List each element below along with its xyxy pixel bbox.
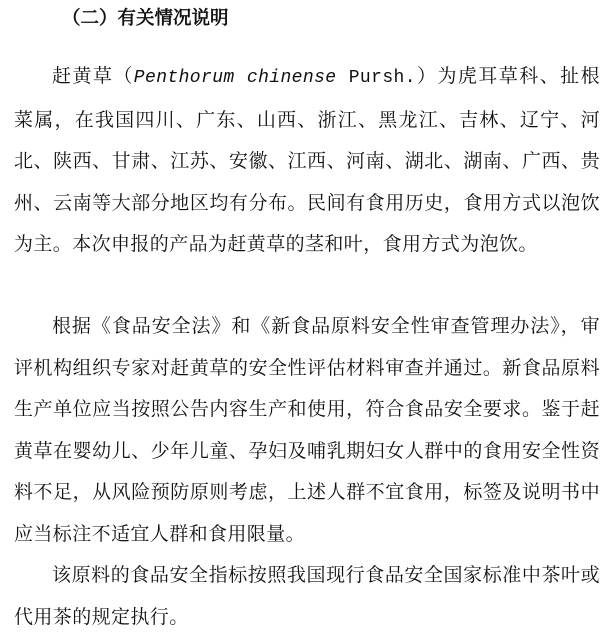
author-citation: Pursh. bbox=[336, 68, 416, 88]
section-heading: （二）有关情况说明 bbox=[62, 8, 229, 29]
paragraph-text-rest: ）为虎耳草科、扯根菜属，在我国四川、广东、山西、浙江、黑龙江、吉林、辽宁、河北、陕西、甘肃、江苏、安徽、江西、河南、湖北、湖南、广西、贵州、云南等大部分地区均有分布。民间有食用历史，食用方式以泡饮为主。本次申报的产品为赶黄草的茎和叶，食用方式为泡饮。 bbox=[14, 65, 600, 255]
scientific-name: Penthorum chinense bbox=[133, 68, 337, 88]
paragraph-text-start: 赶黄草（ bbox=[52, 65, 134, 87]
paragraph-plant-description bbox=[14, 56, 600, 266]
paragraph-review-conclusion: 根据《食品安全法》和《新食品原料安全性审查管理办法》，审评机构组织专家对赶黄草的安全性评估材料审查并通过。新食品原料生产单位应当按照公告内容生产和使用，符合食品安全要求。鉴于赶黄草在婴幼儿、少年儿童、孕妇及哺乳期妇女人群中的食用安全性资料不足，从风险预防原则考虑，上述人群不宜食用，标签及说明书中应当标注不适宜人群和食用限量。 bbox=[14, 315, 600, 545]
paragraph-safety-standard: 该原料的食品安全指标按照我国现行食品安全国家标准中茶叶或代用茶的规定执行。 bbox=[14, 564, 600, 628]
